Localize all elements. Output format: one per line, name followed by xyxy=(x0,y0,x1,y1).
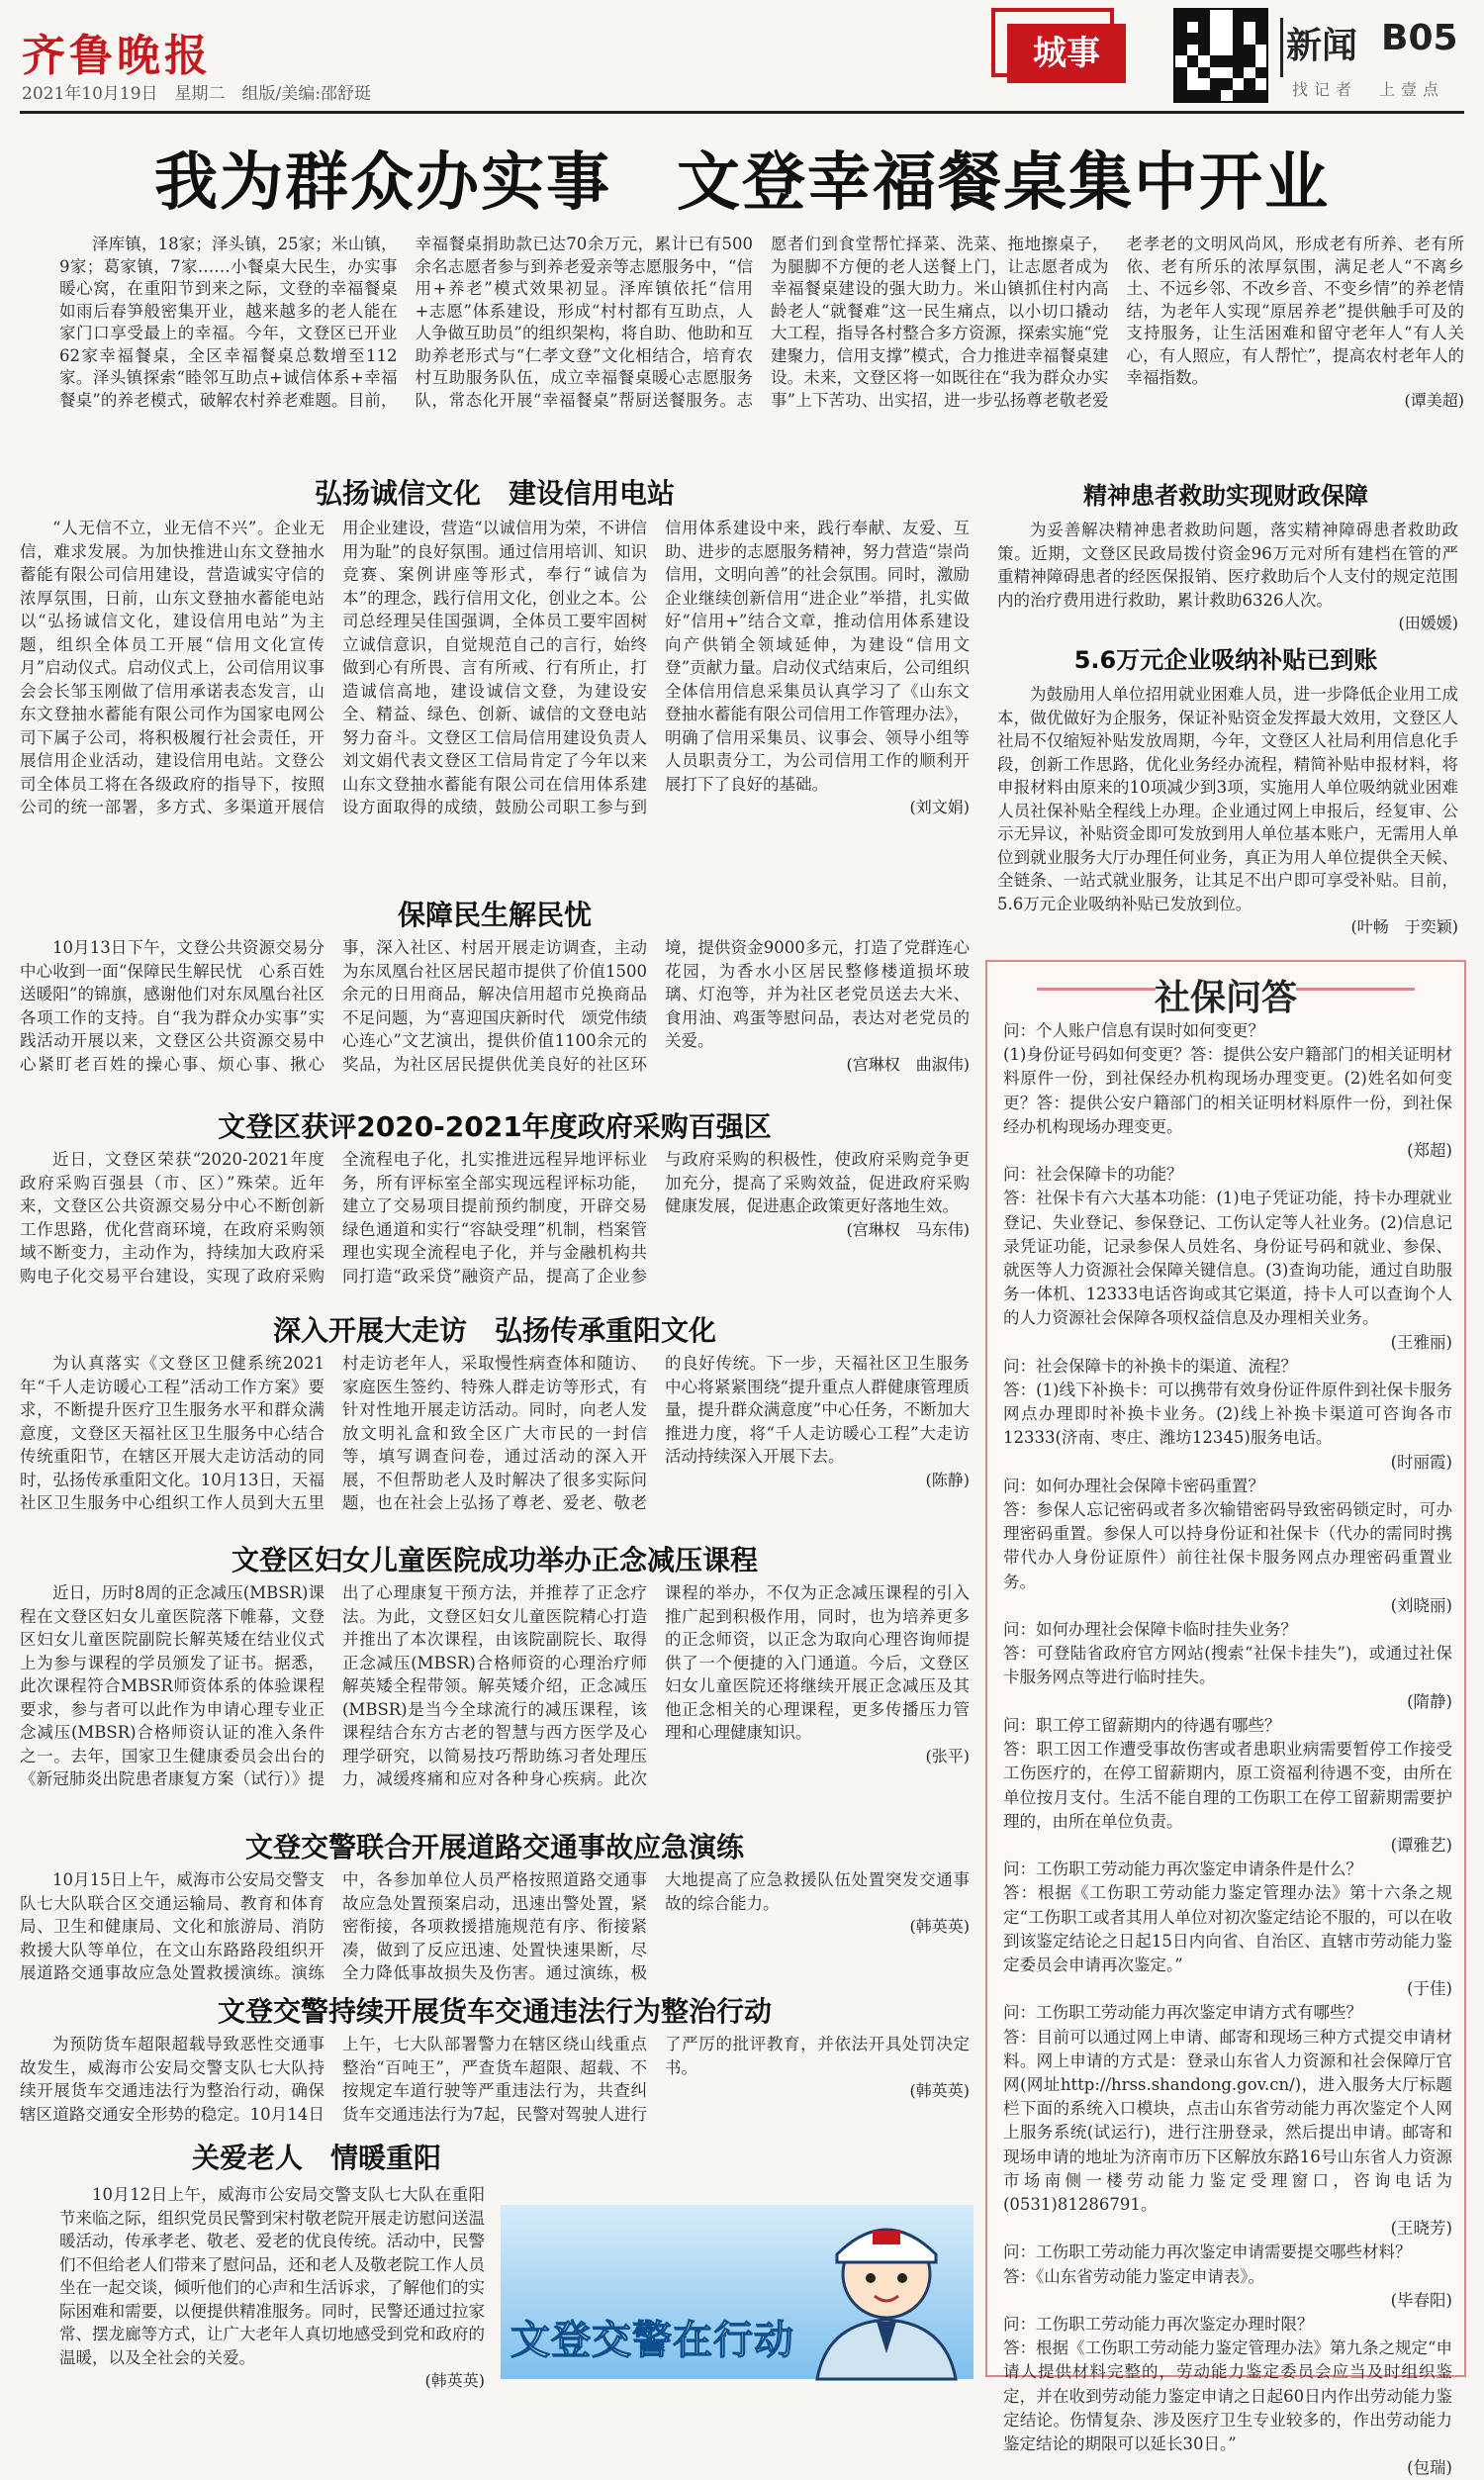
article-title: 5.6万元企业吸纳补贴已到账 xyxy=(1073,646,1378,674)
article-text: 为预防货车超限超载导致恶性交通事故发生，威海市公安局交警支队七大队持续开展货车交通违法行为整治行动，确保辖区道路交通安全形势的稳定。10月14日上午，七大队部署警力在辖区绕山线重点整治“百吨王”，严查货车超限、超载、不按规定车道行驶等严重违法行为，共查纠货车交通违法行为7起，民警对驾驶人进行了严厉的批评教育，并依法开具处罚决定书。 xyxy=(20,2035,970,2124)
article-body xyxy=(20,936,970,1102)
article-title: 文登区妇女儿童医院成功举办正念减压课程 xyxy=(231,1544,758,1576)
banner-caption: 文登交警在行动 xyxy=(510,2318,794,2363)
page-number: B05 xyxy=(1381,18,1458,58)
qa-byline: (谭雅艺) xyxy=(1390,1835,1452,1855)
qa-item xyxy=(1003,2001,1452,2241)
article-byline: (韩英英) xyxy=(909,1917,970,1936)
qa-byline: (刘晓丽) xyxy=(1390,1595,1452,1615)
qa-answer: 答：可登陆省政府官方网站(搜索“社保卡挂失”)，或通过社保卡服务网点等进行临时挂失。 xyxy=(1003,1644,1452,1687)
masthead-rule xyxy=(20,111,1464,114)
qa-question: 问：如何办理社会保障卡临时挂失业务？ xyxy=(1003,1620,1297,1640)
masthead-divider xyxy=(1280,18,1283,77)
qa-byline: (隋静) xyxy=(1407,1691,1452,1711)
article-body xyxy=(20,1148,970,1306)
article-title: 精神患者救助实现财政保障 xyxy=(1083,482,1368,510)
slogan: 找记者 上壹点 xyxy=(1292,80,1445,99)
lead-article xyxy=(59,234,1464,463)
article-byline: (田媛媛) xyxy=(1398,614,1458,632)
article-body xyxy=(997,519,1458,635)
qa-item xyxy=(1003,1163,1452,1355)
article-title: 关爱老人 情暖重阳 xyxy=(191,2142,441,2174)
qa-question: 问：工伤职工劳动能力再次鉴定办理时限？ xyxy=(1003,2314,1314,2334)
qa-item xyxy=(1003,1475,1452,1618)
qa-answer: 答：目前可以通过网上申请、邮寄和现场三种方式提交申请材料。网上申请的方式是：登录山东省人力资源和社会保障厅官网(网址http://hrss.shandong.gov.cn/)，进入服务大厅标题栏下面的系统入口模块，点击山东省劳动能力再次鉴定个人网上服务系统(试运行)，进行注册登录，然后提出申请。邮寄和现场申请的地址为济南市历下区解放东路16号山东省人力资源市场南侧一楼劳动能力鉴定受理窗口，咨询电话为(0531)81286791。 xyxy=(1003,2027,1452,2214)
article-title: 文登区获评2020-2021年度政府采购百强区 xyxy=(218,1110,772,1143)
article-body xyxy=(20,517,970,893)
article-text: 10月13日下午，文登公共资源交易分中心收到一面“保障民生解民忧 心系百姓送暖阳”的锦旗，感谢他们对东凤凰台社区各项工作的支持。自“我为群众办实事”实践活动开展以来，文登区公共资源交易中心紧盯老百姓的操心事、烦心事、揪心事，深入社区、村居开展走访调查，主动为东凤凰台社区居民超市提供了价值1500余元的日用商品，解决信用超市兑换商品不足问题，为“喜迎国庆新时代 颂党伟绩心连心”文艺演出，提供价值1100余元的奖品，为社区居民提供优美良好的社区环境，提供资金9000多元，打造了党群连心花园，为香水小区居民整修楼道损坏玻璃、灯泡等，并为社区老党员送去大米、食用油、鸡蛋等慰问品，表达对老党员的关爱。 xyxy=(20,938,970,1074)
article-byline: (刘文娟) xyxy=(909,798,970,816)
qa-item xyxy=(1003,1019,1452,1163)
article-byline: (宫琳权 马东伟) xyxy=(846,1219,970,1239)
qa-item xyxy=(1003,2241,1452,2313)
newspaper-logo: 齐鲁晚报 xyxy=(22,31,212,81)
qa-answer: (1)身份证号码如何变更？答：提供公安户籍部门的相关证明材料原件一份，到社保经办机构现场办理变更。(2)姓名如何变更？答：提供公安户籍部门的相关证明材料原件一份，到社保经办机构现场办理变更。 xyxy=(1003,1045,1452,1136)
article-text: 近日，文登区荣获“2020-2021年度政府采购百强县（市、区）”殊荣。近年来，文登区公共资源交易分中心不断创新工作思路，优化营商环境，在政府采购领域不断变力，主动作为，持续加大政府采购电子化交易平台建设，实现了政府采购全流程电子化，扎实推进远程异地评标业务，所有评标室全部实现远程评标功能，建立了交易项目提前预约制度，开辟交易绿色通道和实行“容缺受理”机制，档案管理也实现全流程电子化，并与金融机构共同打造“政采贷”融资产品，提高了企业参与政府采购的积极性，使政府采购竞争更加充分，提高了采购效益，促进政府采购健康发展，促进惠企政策更好落地生效。 xyxy=(20,1150,970,1286)
masthead xyxy=(0,0,1484,129)
article-title: 深入开展大走访 弘扬传承重阳文化 xyxy=(272,1314,716,1347)
article-text: 为认真落实《文登区卫健系统2021年“千人走访暖心工程”活动工作方案》要求，不断提升医疗卫生服务水平和群众满意度，文登区天福社区卫生服务中心结合传统重阳节，在辖区开展大走访活动的同时，弘扬传承重阳文化。10月13日，天福社区卫生服务中心组织工作人员到大五里村走访老年人，采取慢性病查体和随访、家庭医生签约、特殊人群走访等形式，有针对性地开展走访活动。同时，向老人发放文明礼盒和致全区广大市民的一封信等，填写调查问卷，通过活动的深入开展，不但帮助老人及时解决了很多实际问题，也在社会上弘扬了尊老、爱老、敬老的良好传统。下一步，天福社区卫生服务中心将紧紧围绕“提升重点人群健康管理质量，提升群众满意度”中心任务，不断加大推进力度，将“千人走访暖心工程”大走访活动持续深入开展下去。 xyxy=(20,1354,970,1512)
lead-article-body: 泽库镇，18家；泽头镇，25家；米山镇，9家；葛家镇，7家……小餐桌大民生，办实事暖心窝，在重阳节到来之际，文登的幸福餐桌如雨后春笋般密集开业，越来越多的老人能在家门口享受最上的幸福。今年，文登区已开业62家幸福餐桌，全区幸福餐桌总数增至112家。泽头镇探索“睦邻互助点+诚信体系+幸福餐桌”的养老模式，破解农村养老难题。目前，幸福餐桌捐助款已达70余万元，累计已有500余名志愿者参与到养老爱亲等志愿服务中，“信用+养老”模式效果初显。泽库镇依托“信用+志愿”体系建设，形成“村村都有互助点，人人争做互助员”的组织架构，将自助、他助和互助养老形式与“仁孝文登”文化相结合，培育农村互助服务队伍，成立幸福餐桌暖心志愿服务队，常态化开展“幸福餐桌”帮厨送餐服务。志愿者们到食堂帮忙择菜、洗菜、拖地擦桌子，为腿脚不方便的老人送餐上门，让志愿者成为幸福餐桌建设的强大助力。米山镇抓住村内高龄老人“就餐难”这一民生痛点，以小切口撬动大工程，指导各村整合多方资源，探索实施“党建聚力，信用支撑”模式，合力推进幸福餐桌建设。未来，文登区将一如既往在“我为群众办实事”上下苦功、出实招，进一步弘扬尊老敬老爱老孝老的文明风尚风，形成老有所养、老有所依、老有所乐的浓厚氛围，满足老人“不离乡土、不远乡邻、不改乡音、不变乡情”的养老情结，为老年人实现“原居养老”提供触手可及的支持服务，让生活困难和留守老年人“有人关心，有人照应，有人帮忙”，提高农村老年人的幸福指数。 xyxy=(59,235,1464,410)
qa-item xyxy=(1003,1618,1452,1714)
qa-byline: (王雅丽) xyxy=(1390,1332,1452,1352)
article-text: 10月15日上午，威海市公安局交警支队七大队联合区交通运输局、教育和体育局、卫生和健康局、文化和旅游局、消防救援大队等单位，在文山东路路段组织开展道路交通事故应急处置救援演练。演练中，各参加单位人员严格按照道路交通事故应急处置预案启动，迅速出警处置，紧密衔接，各项救援措施规范有序、衔接紧凑，做到了反应迅速、处置快速果断，尽全力降低事故损失及伤害。通过演练，极大地提高了应急救援队伍处置突发交通事故的综合能力。 xyxy=(20,1870,970,1982)
qa-item xyxy=(1003,1355,1452,1475)
qa-byline: (于佳) xyxy=(1407,1979,1452,1999)
qa-question: 问：工伤职工劳动能力再次鉴定申请方式有哪些？ xyxy=(1003,2003,1362,2023)
qa-question: 问：个人账户信息有误时如何变更？ xyxy=(1003,1021,1264,1040)
qa-question: 问：工伤职工劳动能力再次鉴定申请需要提交哪些材料？ xyxy=(1003,2242,1412,2262)
section-tag: 城事 xyxy=(1007,24,1126,83)
qr-code-icon xyxy=(1173,8,1268,103)
article-text: 近日，历时8周的正念减压(MBSR)课程在文登区妇女儿童医院落下帷幕，文登区妇女儿童医院副院长解英矮在结业仪式上为参与课程的学员颁发了证书。据悉，此次课程符合MBSR师资体系的体验课程要求，参与者可以此作为申请心理专业正念减压(MBSR)合格师资认证的准入条件之一。去年，国家卫生健康委员会出台的《新冠肺炎出院患者康复方案（试行）》提出了心理康复干预方法，并推荐了正念疗法。为此，文登区妇女儿童医院精心打造并推出了本次课程，由该院副院长、取得正念减压(MBSR)合格师资的心理治疗师解英矮全程带领。解英矮介绍，正念减压(MBSR)是当今全球流行的减压课程，该课程结合东方古老的智慧与西方医学及心理学研究，以简易技巧帮助练习者处理压力，减缓疼痛和应对各种身心疾病。此次课程的举办，不仅为正念减压课程的引入推广起到积极作用，同时，也为培养更多的正念师资，以正念为取向心理咨询师提供了一个便捷的入门通道。今后，文登区妇女儿童医院还将继续开展正念减压及其他正念相关的心理课程，更多传播压力管理和心理健康知识。 xyxy=(20,1583,970,1788)
page-headline: 我为群众办实事 文登幸福餐桌集中开业 xyxy=(154,146,1330,220)
article-byline: (陈静) xyxy=(925,1470,970,1489)
qa-answer: 答：根据《工伤职工劳动能力鉴定管理办法》第九条之规定“申请人提供材料完整的，劳动能力鉴定委员会应当及时组织鉴定，并在收到劳动能力鉴定申请之日起60日内作出劳动能力鉴定结论。伤情复杂、涉及医疗卫生专业较多的，作出劳动能力鉴定结论的期限可以延长30日。” xyxy=(1003,2338,1452,2453)
qa-question: 问：工伤职工劳动能力再次鉴定申请条件是什么？ xyxy=(1003,1860,1362,1879)
qa-byline: (时丽霞) xyxy=(1390,1452,1452,1472)
article-title: 弘扬诚信文化 建设信用电站 xyxy=(314,477,675,510)
article-byline: (宫琳权 曲淑伟) xyxy=(846,1054,970,1074)
article-text: “人无信不立，业无信不兴”。企业无信，难求发展。为加快推进山东文登抽水蓄能有限公司信用建设，营造诚实守信的浓厚氛围，日前，山东文登抽水蓄能电站以“弘扬诚信文化，建设信用电站”为主题，组织全体员工开展“信用文化宣传月”启动仪式。启动仪式上，公司信用议事会会长邹玉刚做了信用承诺表态发言，山东文登抽水蓄能有限公司作为国家电网公司下属子公司，将积极履行社会责任，开展信用企业活动，建设信用电站。文登公司全体员工将在各级政府的指导下，按照公司的统一部署，多方式、多渠道开展信用企业建设，营造“以诚信用为荣，不讲信用为耻”的良好氛围。通过信用培训、知识竞赛、案例讲座等形式，奉行“诚信为本”的理念，践行信用文化，创业之本。公司总经理吴佳国强调，全体员工要牢固树立诚信意识，自觉规范自己的言行，始终做到心有所畏、言有所戒、行有所止，打造诚信高地，建设诚信文登，为建设安全、精益、绿色、创新、诚信的文登电站努力奋斗。文登区工信局信用建设负责人刘文娟代表文登区工信局肯定了今年以来山东文登抽水蓄能有限公司在信用体系建设方面取得的成绩，鼓励公司职工参与到信用体系建设中来，践行奉献、友爱、互助、进步的志愿服务精神，努力营造“崇尚信用，文明向善”的社会氛围。同时，激励企业继续创新信用“进企业”举措，扎实做好“信用+”结合文章，推动信用体系建设向产供销全领域延伸，为建设“信用文登”贡献力量。启动仪式结束后，公司组织全体信用信息采集员认真学习了《山东文登抽水蓄能有限公司信用工作管理办法》，明确了信用采集员、议事会、领导小组等人员职责分工，为公司信用工作的顺利开展打下了良好的基础。 xyxy=(20,519,970,816)
qa-box-title: 社保问答 xyxy=(1154,978,1297,1018)
lead-article-byline: (谭美超) xyxy=(1404,390,1464,410)
article-title: 保障民生解民忧 xyxy=(397,899,592,931)
social-security-qa-box xyxy=(985,960,1466,2478)
qa-byline: (郑超) xyxy=(1407,1141,1452,1161)
article-byline: (韩英英) xyxy=(424,2371,485,2390)
qa-item xyxy=(1003,1858,1452,2001)
qa-question: 问：社会保障卡的功能？ xyxy=(1003,1165,1183,1185)
article-body xyxy=(997,683,1458,950)
qa-answer: 答：根据《工伤职工劳动能力鉴定管理办法》第十六条之规定“工伤职工或者其用人单位对初次鉴定结论不服的，可以在收到该鉴定结论之日起15日内向省、自治区、直辖市劳动能力鉴定委员会申请再次鉴定。” xyxy=(1003,1883,1452,1974)
article-title: 文登交警持续开展货车交通违法行为整治行动 xyxy=(217,1995,772,2028)
article-byline: (韩英英) xyxy=(909,2081,970,2100)
qa-byline: (毕春阳) xyxy=(1390,2290,1452,2310)
qa-answer: 答：参保人忘记密码或者多次输错密码导致密码锁定时，可办理密码重置。参保人可以持身份证和社保卡（代办的需同时携带代办人身份证原件）前往社保卡服务网点办理密码重置业务。 xyxy=(1003,1500,1452,1591)
article-text: 为鼓励用人单位招用就业困难人员，进一步降低企业用工成本，做优做好为企服务，保证补贴资金发挥最大效用，文登区人社局不仅缩短补贴发放周期，今年，文登区人社局利用信息化手段，创新工作思路，优化业务经办流程，精简补贴申报材料，将申报材料由原来的10项减少到3项，实施用人单位吸纳就业困难人员社保补贴全程线上办理。企业通过网上申报后，经复审、公示无异议，补贴资金即可发放到用人单位基本账户，无需用人单位到就业服务大厅办理任何业务，真正为用人单位提供全天候、全链条、一站式就业服务，让其足不出户即可享受补贴。目前，5.6万元企业吸纳补贴已发放到位。 xyxy=(997,685,1458,913)
page-label: 新闻 xyxy=(1286,26,1358,66)
qa-answer: 答：职工因工作遭受事故伤害或者患职业病需要暂停工作接受工伤医疗的，在停工留薪期内，原工资福利待遇不变，由所在单位按月支付。生活不能自理的工伤职工在停工留薪期需要护理的，由所在单位负责。 xyxy=(1003,1740,1452,1831)
article-byline: (张平) xyxy=(925,1746,970,1765)
qa-question: 问：职工停工留薪期内的待遇有哪些？ xyxy=(1003,1715,1281,1735)
qa-question: 问：如何办理社会保障卡密码重置？ xyxy=(1003,1476,1264,1495)
article-body xyxy=(20,1581,970,1823)
qa-byline: (包瑞) xyxy=(1407,2458,1452,2478)
issue-meta: 2021年10月19日 星期二 组版/美编:邵舒珽 xyxy=(22,84,371,104)
article-body xyxy=(20,2033,970,2132)
article-body xyxy=(20,1868,970,1987)
qa-question: 问：社会保障卡的补换卡的渠道、流程？ xyxy=(1003,1356,1297,1376)
qa-item xyxy=(1003,2313,1452,2480)
article-body xyxy=(59,2183,485,2390)
qa-item xyxy=(1003,1714,1452,1858)
qa-byline: (王晓芳) xyxy=(1390,2219,1452,2239)
qa-answer: 答：《山东省劳动能力鉴定申请表》。 xyxy=(1003,2266,1264,2286)
qa-list xyxy=(1003,1019,1452,2478)
traffic-police-banner xyxy=(501,2205,974,2379)
qa-answer: 答：(1)线下补换卡：可以携带有效身份证件原件到社保卡服务网点办理即时补换卡业务。(2)线上补换卡渠道可咨询各市12333(济南、枣庄、潍坊12345)服务电话。 xyxy=(1003,1381,1452,1448)
article-text: 为妥善解决精神患者救助问题，落实精神障碍患者救助政策。近期，文登区民政局拨付资金96万元对所有建档在管的严重精神障碍患者的经医保报销、医疗救助后个人支付的规定范围内的治疗费用进行救助，累计救助6326人次。 xyxy=(997,521,1458,610)
qa-answer: 答：社保卡有六大基本功能：(1)电子凭证功能，持卡办理就业登记、失业登记、参保登记、工伤认定等人社业务。(2)信息记录凭证功能，记录参保人员姓名、身份证号码和就业、参保、就医等人力资源社会保障关键信息。(3)查询功能，通过自助服务一体机、12333电话咨询或其它渠道，持卡人可以查询个人的人力资源社会保障各项权益信息及办理相关业务。 xyxy=(1003,1189,1452,1328)
article-title: 文登交警联合开展道路交通事故应急演练 xyxy=(244,1831,744,1863)
article-body xyxy=(20,1352,970,1536)
article-text: 10月12日上午，威海市公安局交警支队七大队在重阳节来临之际，组织党员民警到宋村敬老院开展走访慰问送温暖活动，传承孝老、敬老、爱老的优良传统。活动中，民警们不但给老人们带来了慰问品，还和老人及敬老院工作人员坐在一起交谈，倾听他们的心声和生活诉求，了解他们的实际困难和需要，以便提供精准服务。同时，民警还通过拉家常、摆龙廊等方式，让广大老年人真切地感受到党和政府的温暖，以及全社会的关爱。 xyxy=(59,2185,485,2367)
article-byline: (叶畅 于奕颖) xyxy=(1350,917,1458,936)
